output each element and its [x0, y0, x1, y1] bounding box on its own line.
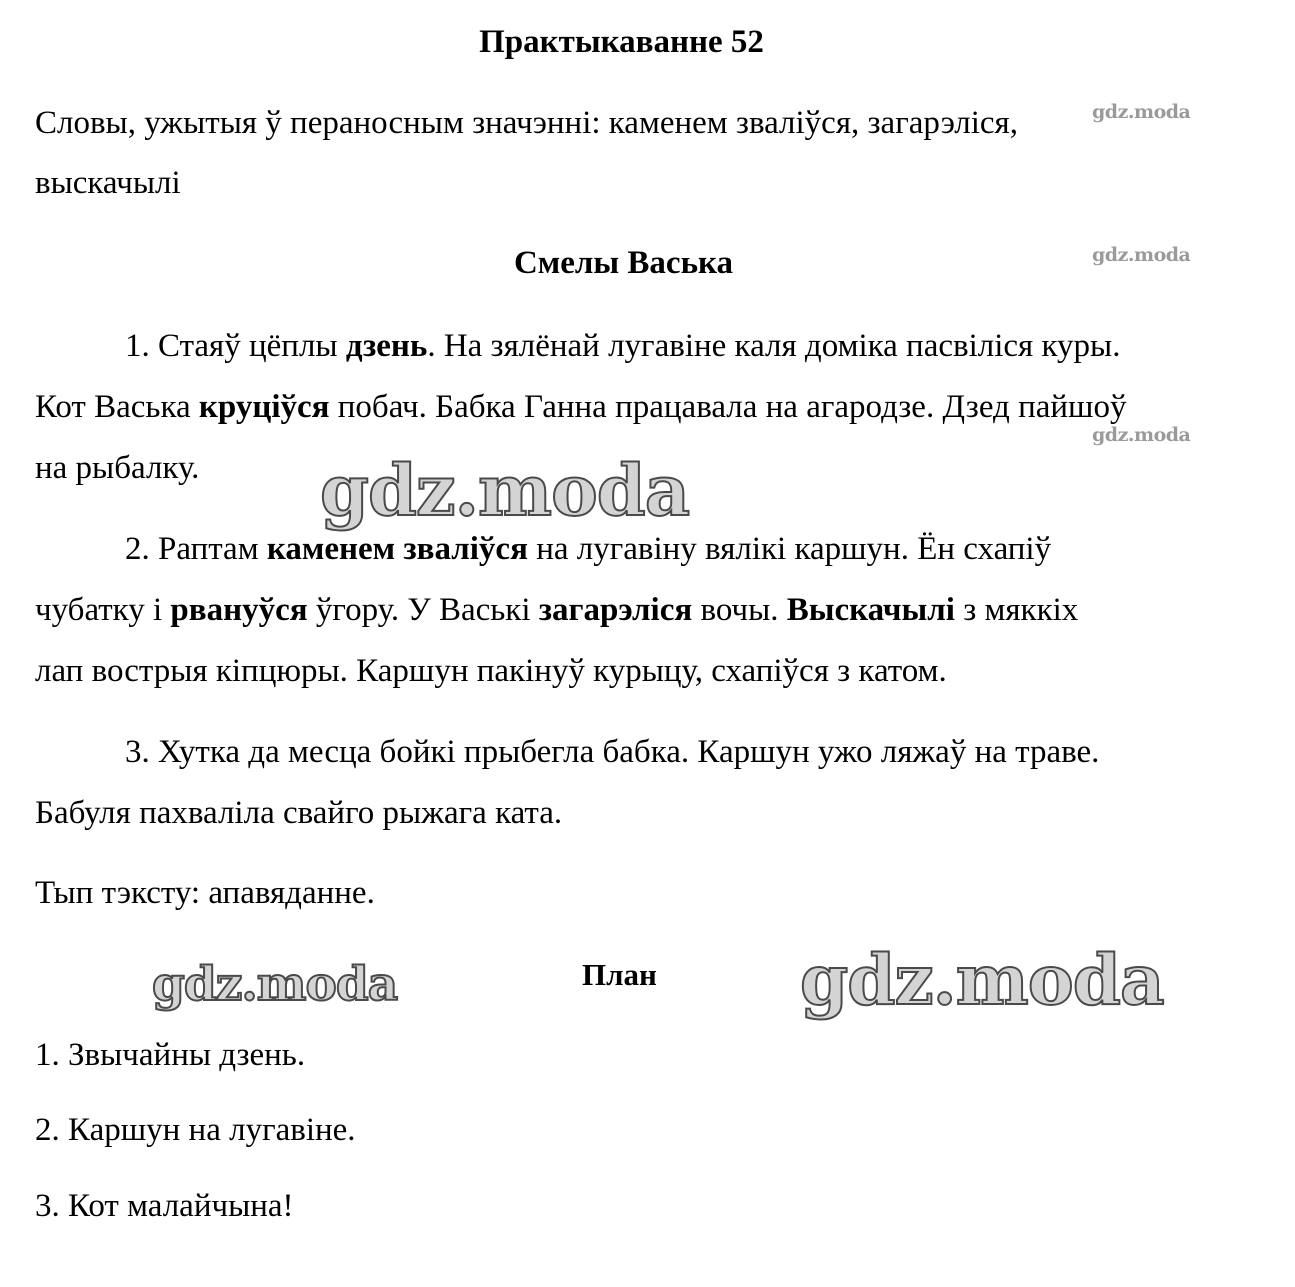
watermark: gdz.moda — [1092, 101, 1191, 123]
paragraph-3-line-2: Бабуля пахваліла свайго рыжага ката. — [35, 795, 563, 831]
text-span: чубатку і — [35, 592, 171, 628]
paragraph-2-line-1 — [125, 533, 1051, 566]
page-title: Практыкаванне 52 — [479, 24, 764, 60]
paragraph-2-line-2 — [35, 594, 1078, 627]
plan-heading: План — [582, 957, 657, 992]
watermark: gdz.moda — [152, 957, 398, 1012]
highlighted-word: Выскачылі — [786, 592, 955, 628]
highlighted-word: загарэліся — [538, 592, 693, 628]
text-span: ўгору. У Ваські — [307, 592, 539, 628]
text-span: . На зялёнай лугавіне каля доміка пасвіліся куры. — [427, 328, 1121, 364]
plan-item: 2. Каршун на лугавіне. — [35, 1112, 356, 1148]
text-span: побач. Бабка Ганна працавала на агародзе. Дзед пайшоў — [329, 389, 1127, 425]
text-span: вочы. — [692, 592, 787, 628]
watermark: gdz.moda — [1092, 244, 1191, 266]
story-title: Смелы Васька — [513, 245, 734, 281]
text-span: 2. Раптам — [125, 531, 267, 567]
watermark: gdz.moda — [800, 940, 1164, 1021]
highlighted-word: дзень — [345, 328, 428, 364]
text-span: з мяккіх — [954, 592, 1079, 628]
text-span: Кот Васька — [35, 389, 199, 425]
highlighted-word: круціўся — [198, 389, 330, 425]
plan-item: 1. Звычайны дзень. — [35, 1037, 306, 1073]
paragraph-1-line-2 — [35, 391, 1126, 424]
text-span: на лугавіну вялікі каршун. Ён схапіў — [527, 531, 1052, 567]
intro-line-2: выскачылі — [35, 165, 181, 201]
paragraph-2-line-3: лап вострыя кіпцюры. Каршун пакінуў курыцу, схапіўся з катом. — [35, 653, 947, 689]
plan-item: 3. Кот малайчына! — [35, 1188, 294, 1224]
text-type-line: Тып тэксту: апавяданне. — [35, 875, 375, 911]
text-span: 1. Стаяў цёплы — [125, 328, 346, 364]
paragraph-1-line-3: на рыбалку. — [35, 450, 200, 486]
intro-line-1: Словы, ужытыя ў пераносным значэнні: каменем зваліўся, загарэліся, — [35, 105, 1018, 141]
paragraph-3-line-1: 3. Хутка да месца бойкі прыбегла бабка. Каршун ужо ляжаў на траве. — [125, 734, 1100, 770]
watermark: gdz.moda — [1092, 424, 1191, 446]
watermark: gdz.moda — [320, 449, 690, 532]
highlighted-word: рвануўся — [170, 592, 308, 628]
highlighted-word: каменем зваліўся — [266, 531, 528, 567]
paragraph-1-line-1 — [125, 330, 1120, 363]
